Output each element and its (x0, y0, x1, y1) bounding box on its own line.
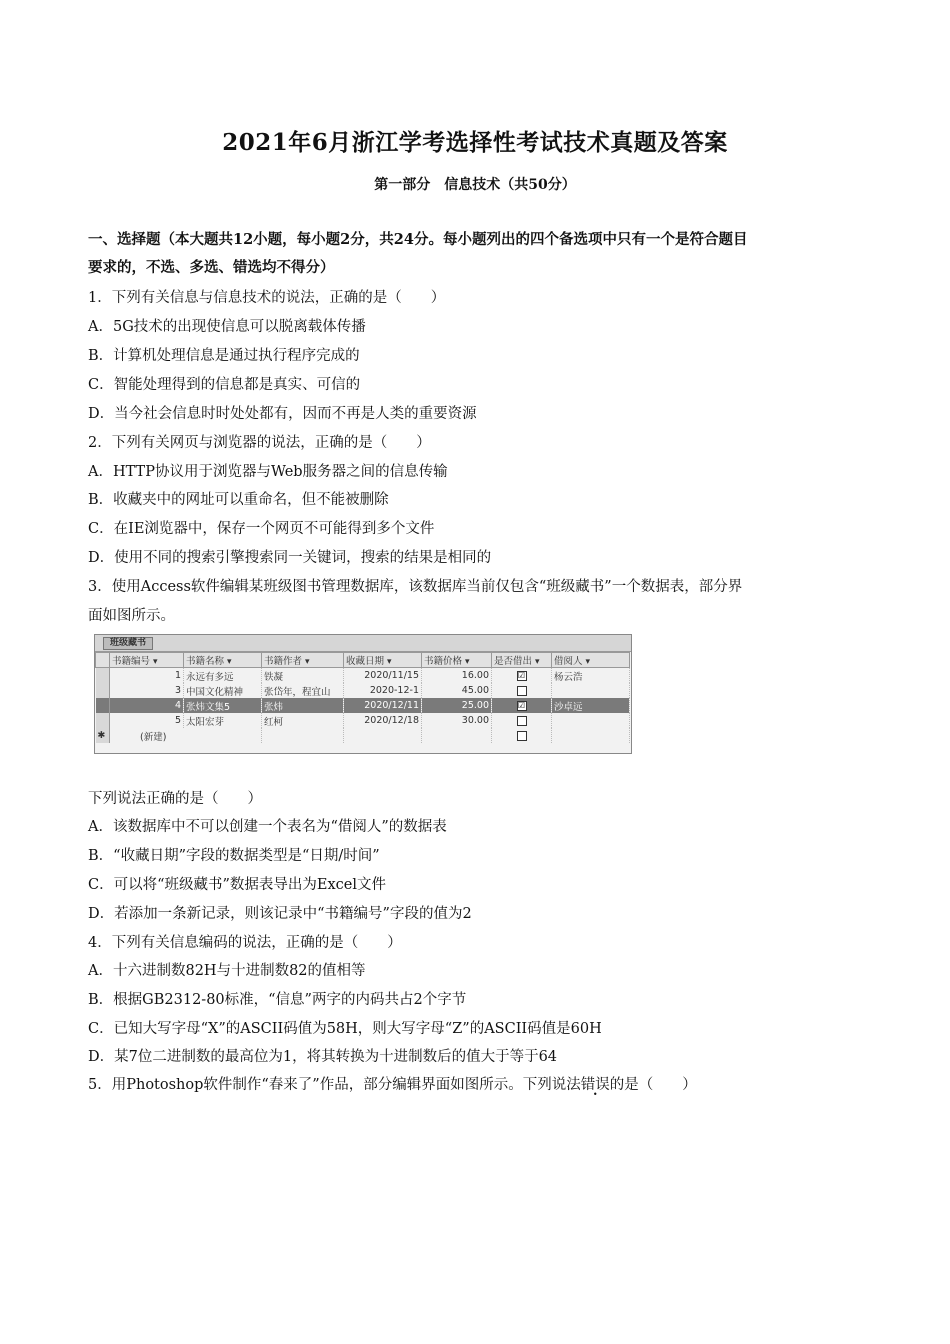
cell-name: 永远有多远 (184, 668, 262, 684)
db-row-selected (96, 698, 630, 713)
section-heading-line1: 一、选择题（本大题共12小题，每小题2分，共24分。每小题列出的四个备选项中只有一个是符合题目 (88, 231, 748, 248)
section-heading-line2: 要求的，不选、多选、错选均不得分） (88, 259, 335, 276)
cell-id: 1 (110, 668, 184, 684)
db-row (96, 683, 630, 698)
cell-lent (492, 713, 552, 728)
q2-option-d: D．使用不同的搜索引擎搜索同一关键词，搜索的结果是相同的 (88, 550, 492, 566)
cell-price: 25.00 (422, 698, 492, 713)
cell-author: 张岱年，程宜山 (262, 683, 344, 698)
cell-name: 太阳宏芽 (184, 713, 262, 728)
checkbox-unchecked (517, 731, 527, 741)
q2-option-b: B．收藏夹中的网址可以重命名，但不能被删除 (88, 492, 389, 508)
q2-option-a: A．HTTP协议用于浏览器与Web服务器之间的信息传输 (88, 464, 448, 480)
cell-price: 16.00 (422, 668, 492, 684)
cell-date: 2020/11/15 (344, 668, 422, 684)
q3-prompt: 下列说法正确的是（ ） (88, 791, 262, 807)
db-col-header: 书籍名称 ▾ (184, 653, 262, 668)
cell-date: 2020-12-1 (344, 683, 422, 698)
q3-option-d: D．若添加一条新记录，则该记录中“书籍编号”字段的值为2 (88, 906, 472, 922)
part-subtitle: 第一部分 信息技术（共50分） (374, 177, 576, 193)
row-selector (96, 668, 110, 684)
cell-borrower: 沙卓远 (552, 698, 630, 713)
db-row (96, 713, 630, 728)
cell-lent (492, 728, 552, 743)
cell-price: 45.00 (422, 683, 492, 698)
cell-borrower (552, 713, 630, 728)
checkbox-unchecked (517, 686, 527, 696)
db-col-header: 是否借出 ▾ (492, 653, 552, 668)
cell-author: 铁凝 (262, 668, 344, 684)
cell-lent (492, 668, 552, 684)
q4-option-d: D．某7位二进制数的最高位为1，将其转换为十进制数后的值大于等于64 (88, 1049, 558, 1065)
q1-stem: 1．下列有关信息与信息技术的说法，正确的是（ ） (88, 290, 446, 306)
cell-date: 2020/12/11 (344, 698, 422, 713)
q1-option-b: B．计算机处理信息是通过执行程序完成的 (88, 348, 360, 364)
checkbox-unchecked (517, 716, 527, 726)
cell-author: 红柯 (262, 713, 344, 728)
q2-option-c: C．在IE浏览器中，保存一个网页不可能得到多个文件 (88, 521, 435, 537)
db-col-header: 书籍编号 ▾ (110, 653, 184, 668)
new-row-marker-icon: ✱ (96, 728, 110, 743)
document-title: 2021年6月浙江学考选择性考试技术真题及答案 (222, 129, 728, 156)
access-table-screenshot (94, 634, 632, 754)
row-selector (96, 713, 110, 728)
cell-author: 张炜 (262, 698, 344, 713)
row-selector (96, 683, 110, 698)
db-grid (95, 652, 630, 743)
cell-borrower: 杨云浩 (552, 668, 630, 684)
q3-option-a: A．该数据库中不可以创建一个表名为“借阅人”的数据表 (88, 819, 447, 835)
db-header-row (96, 653, 630, 668)
q4-option-b: B．根据GB2312-80标准，“信息”两字的内码共占2个字节 (88, 992, 467, 1008)
q3-option-b: B．“收藏日期”字段的数据类型是“日期/时间” (88, 848, 380, 864)
db-tab-bar (95, 635, 631, 652)
section-heading (88, 226, 868, 282)
checkbox-checked: ☑ (517, 700, 526, 710)
q1-option-d: D．当今社会信息时时处处都有，因而不再是人类的重要资源 (88, 406, 477, 422)
cell-name: 中国文化精神 (184, 683, 262, 698)
cell-id: 4 (110, 698, 184, 713)
q3-stem-line2: 面如图所示。 (88, 608, 175, 624)
db-col-header: 借阅人 ▾ (552, 653, 630, 668)
db-new-row (96, 728, 630, 743)
cell-lent (492, 683, 552, 698)
q4-option-c: C．已知大写字母“X”的ASCII码值为58H，则大写字母“Z”的ASCII码值是60H (88, 1021, 602, 1037)
db-col-header: 书籍作者 ▾ (262, 653, 344, 668)
checkbox-checked: ☑ (517, 670, 526, 680)
cell-id: 3 (110, 683, 184, 698)
db-row (96, 668, 630, 684)
db-col-header: 收藏日期 ▾ (344, 653, 422, 668)
cell-lent (492, 698, 552, 713)
q1-option-a: A．5G技术的出现使信息可以脱离载体传播 (88, 319, 366, 335)
cell-borrower (552, 683, 630, 698)
cell-date: 2020/12/18 (344, 713, 422, 728)
emphasis-mark: 错误 (580, 1077, 610, 1093)
q3-option-c: C．可以将“班级藏书”数据表导出为Excel文件 (88, 877, 387, 893)
q3-stem-line1: 3．使用Access软件编辑某班级图书管理数据库，该数据库当前仅包含“班级藏书”一个数据表，部分界 (88, 579, 743, 595)
db-col-header: 书籍价格 ▾ (422, 653, 492, 668)
cell-new-record: (新建) (110, 728, 262, 743)
q2-stem: 2．下列有关网页与浏览器的说法，正确的是（ ） (88, 435, 431, 451)
row-selector (96, 698, 110, 713)
q4-option-a: A．十六进制数82H与十进制数82的值相等 (88, 963, 366, 979)
db-table-tab: 班级藏书 (103, 637, 153, 650)
cell-id: 5 (110, 713, 184, 728)
q1-option-c: C．智能处理得到的信息都是真实、可信的 (88, 377, 361, 393)
db-corner (96, 653, 110, 668)
q4-stem: 4．下列有关信息编码的说法，正确的是（ ） (88, 935, 402, 951)
q5-stem: 5．用Photoshop软件制作“春来了”作品，部分编辑界面如图所示。下列说法错误的是（ ） (88, 1077, 697, 1093)
cell-price: 30.00 (422, 713, 492, 728)
cell-name: 张炜文集5 (184, 698, 262, 713)
